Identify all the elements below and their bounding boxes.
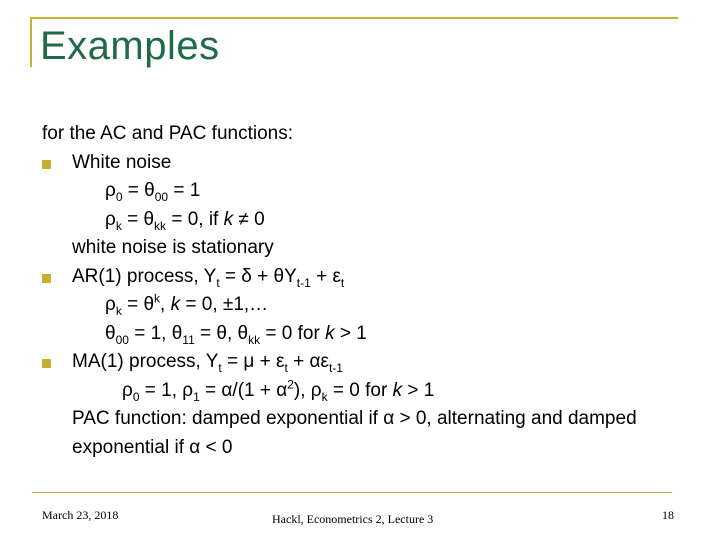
square-bullet-icon [42, 274, 51, 283]
formula-rho0: $\rho_0 = \theta_{00} = 1$ [105, 180, 201, 204]
bullet-label: AR(1) process, Y [72, 265, 217, 287]
bullet-ar1: AR(1) process, $Y_t = \delta + \theta Y_{t-1} + \varepsilon_t$ [42, 263, 682, 292]
bullet-white-noise [42, 149, 682, 178]
formula-ar1-theta: $\theta_{00} = 1$, $\theta_{11} = \theta$, $\theta_{kk} = 0$ for k > 1 [105, 322, 367, 347]
intro-line: for the AC and PAC functions: [42, 123, 294, 144]
stationary-note: white noise is stationary [72, 237, 274, 258]
footer-rule [32, 492, 672, 493]
square-bullet-icon [42, 359, 51, 368]
formula-ma1-rho: $\rho_0 = 1$, $\rho_1 = \alpha/(1 + \alpha^2)$, $\rho_k = 0$ for k > 1 [122, 377, 435, 404]
pac-note: PAC function: damped exponential if α > 0, alternating and damped exponential if α < 0 [72, 408, 637, 458]
title-frame-left [30, 17, 32, 67]
formula-rhok: $\rho_k = \theta_{kk} = 0$, if k ≠ 0 [105, 208, 265, 233]
bullet-ma1: MA(1) process, $Y_t = \mu + \varepsilon_t + \alpha\varepsilon_{t-1}$ [42, 348, 682, 377]
footer-date: March 23, 2018 [42, 508, 119, 522]
page-number: 18 [662, 508, 674, 522]
slide-title: Examples [40, 24, 220, 68]
footer-course: Hackl, Econometrics 2, Lecture 3 [272, 512, 434, 526]
square-bullet-icon [42, 160, 51, 169]
bullet-label: White noise [72, 151, 172, 173]
title-frame-top [30, 17, 678, 19]
slide-body [42, 120, 682, 462]
formula-ar1-rho: $\rho_k = \theta^k$, k = 0, ±1,… [105, 291, 269, 318]
bullet-label: MA(1) process, Y [72, 351, 219, 372]
